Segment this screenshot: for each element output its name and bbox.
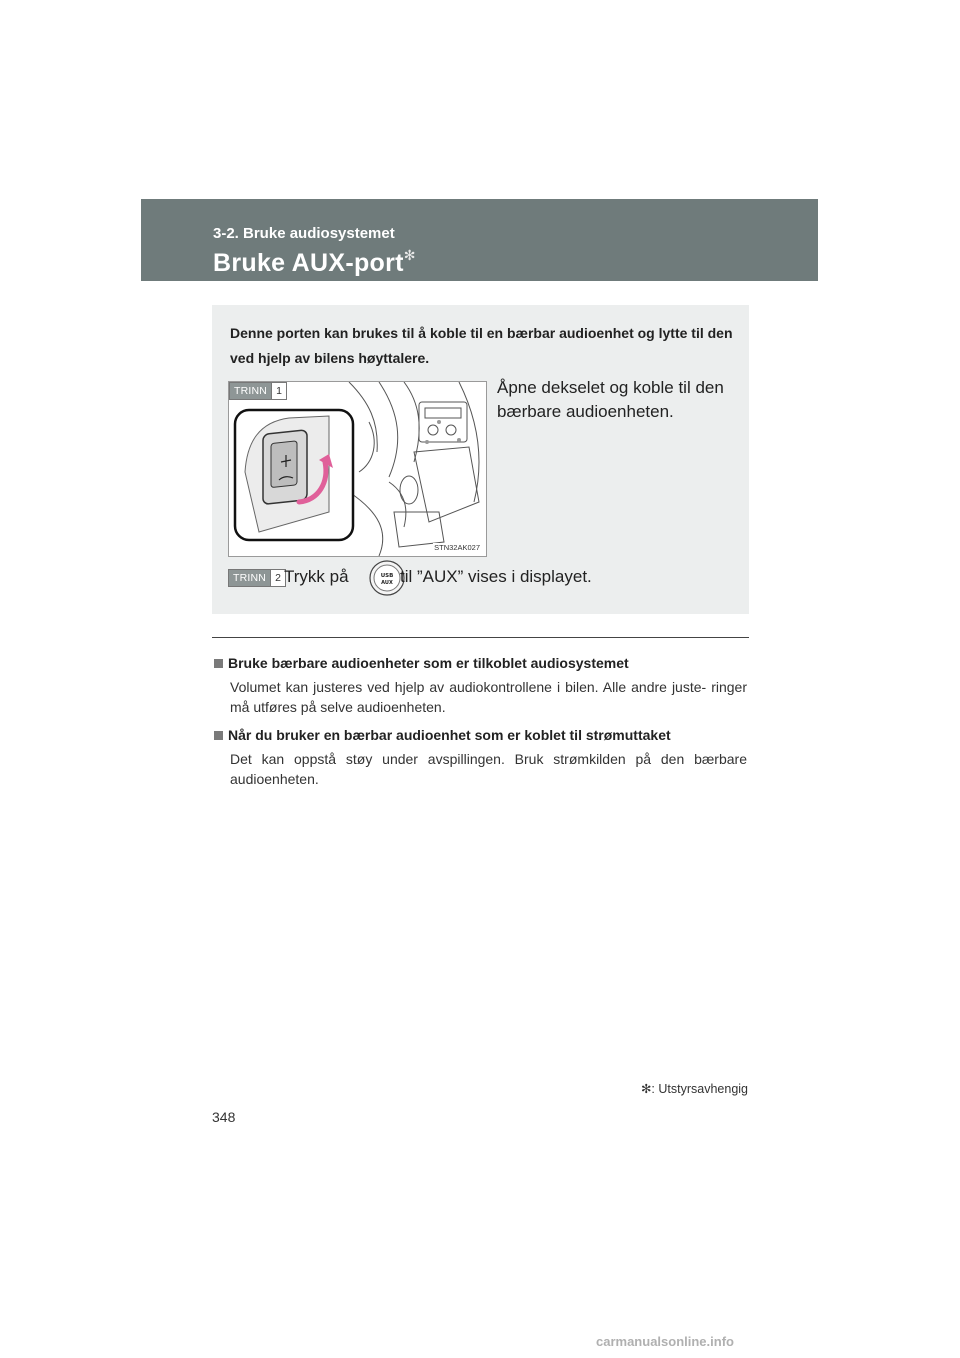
dashboard-drawing: [229, 382, 486, 556]
figure-code: STN32AK027: [434, 543, 480, 552]
svg-text:AUX: AUX: [381, 580, 393, 586]
intro-text: Denne porten kan brukes til å koble til en bærbar audioenhet og lytte til den ved hjelp av bilens høyttalere.: [230, 325, 733, 366]
instruction-box: [212, 305, 749, 614]
step-label: TRINN: [230, 383, 271, 399]
aux-port-illustration: [228, 381, 487, 557]
note-body: Det kan oppstå støy under avspillingen. Bruk strømkilden på den bærbare audioenheten.: [230, 751, 747, 787]
note-body: Volumet kan justeres ved hjelp av audiokontrollene i bilen. Alle andre juste- ringer må utføres på selve audioenheten.: [230, 679, 747, 715]
step-1-badge: [229, 382, 287, 400]
square-bullet-icon: [214, 659, 223, 668]
page-title: [213, 249, 416, 278]
step-2-row: [228, 563, 748, 603]
svg-text:USB: USB: [380, 573, 394, 579]
note-heading: [214, 655, 747, 671]
note-heading-text: Når du bruker en bærbar audioenhet som er koblet til strømuttaket: [228, 727, 671, 743]
step-2-text-after: til ”AUX” vises i displayet.: [400, 567, 592, 586]
notes-section: [214, 655, 747, 799]
footnote: ✻: Utstyrsavhengig: [640, 1082, 748, 1096]
note-heading: [214, 727, 747, 743]
optional-equipment-mark: ✻: [403, 247, 416, 263]
chapter-header: [141, 199, 818, 281]
step-label: TRINN: [229, 570, 270, 586]
divider: [212, 637, 749, 638]
watermark: carmanualsonline.info: [596, 1334, 734, 1349]
page-number: 348: [212, 1109, 236, 1125]
step-1-text: Åpne dekselet og koble til den bærbare audioenheten.: [497, 378, 724, 421]
note-heading-text: Bruke bærbare audioenheter som er tilkoblet audiosystemet: [228, 655, 629, 671]
page-title-text: Bruke AUX-port: [213, 249, 404, 277]
step-2-text-before: Trykk på: [284, 567, 349, 586]
step-number: 2: [270, 570, 285, 586]
step-2-badge: [228, 569, 286, 587]
square-bullet-icon: [214, 731, 223, 740]
section-title: 3-2. Bruke audiosystemet: [213, 225, 395, 242]
step-number: 1: [271, 383, 286, 399]
